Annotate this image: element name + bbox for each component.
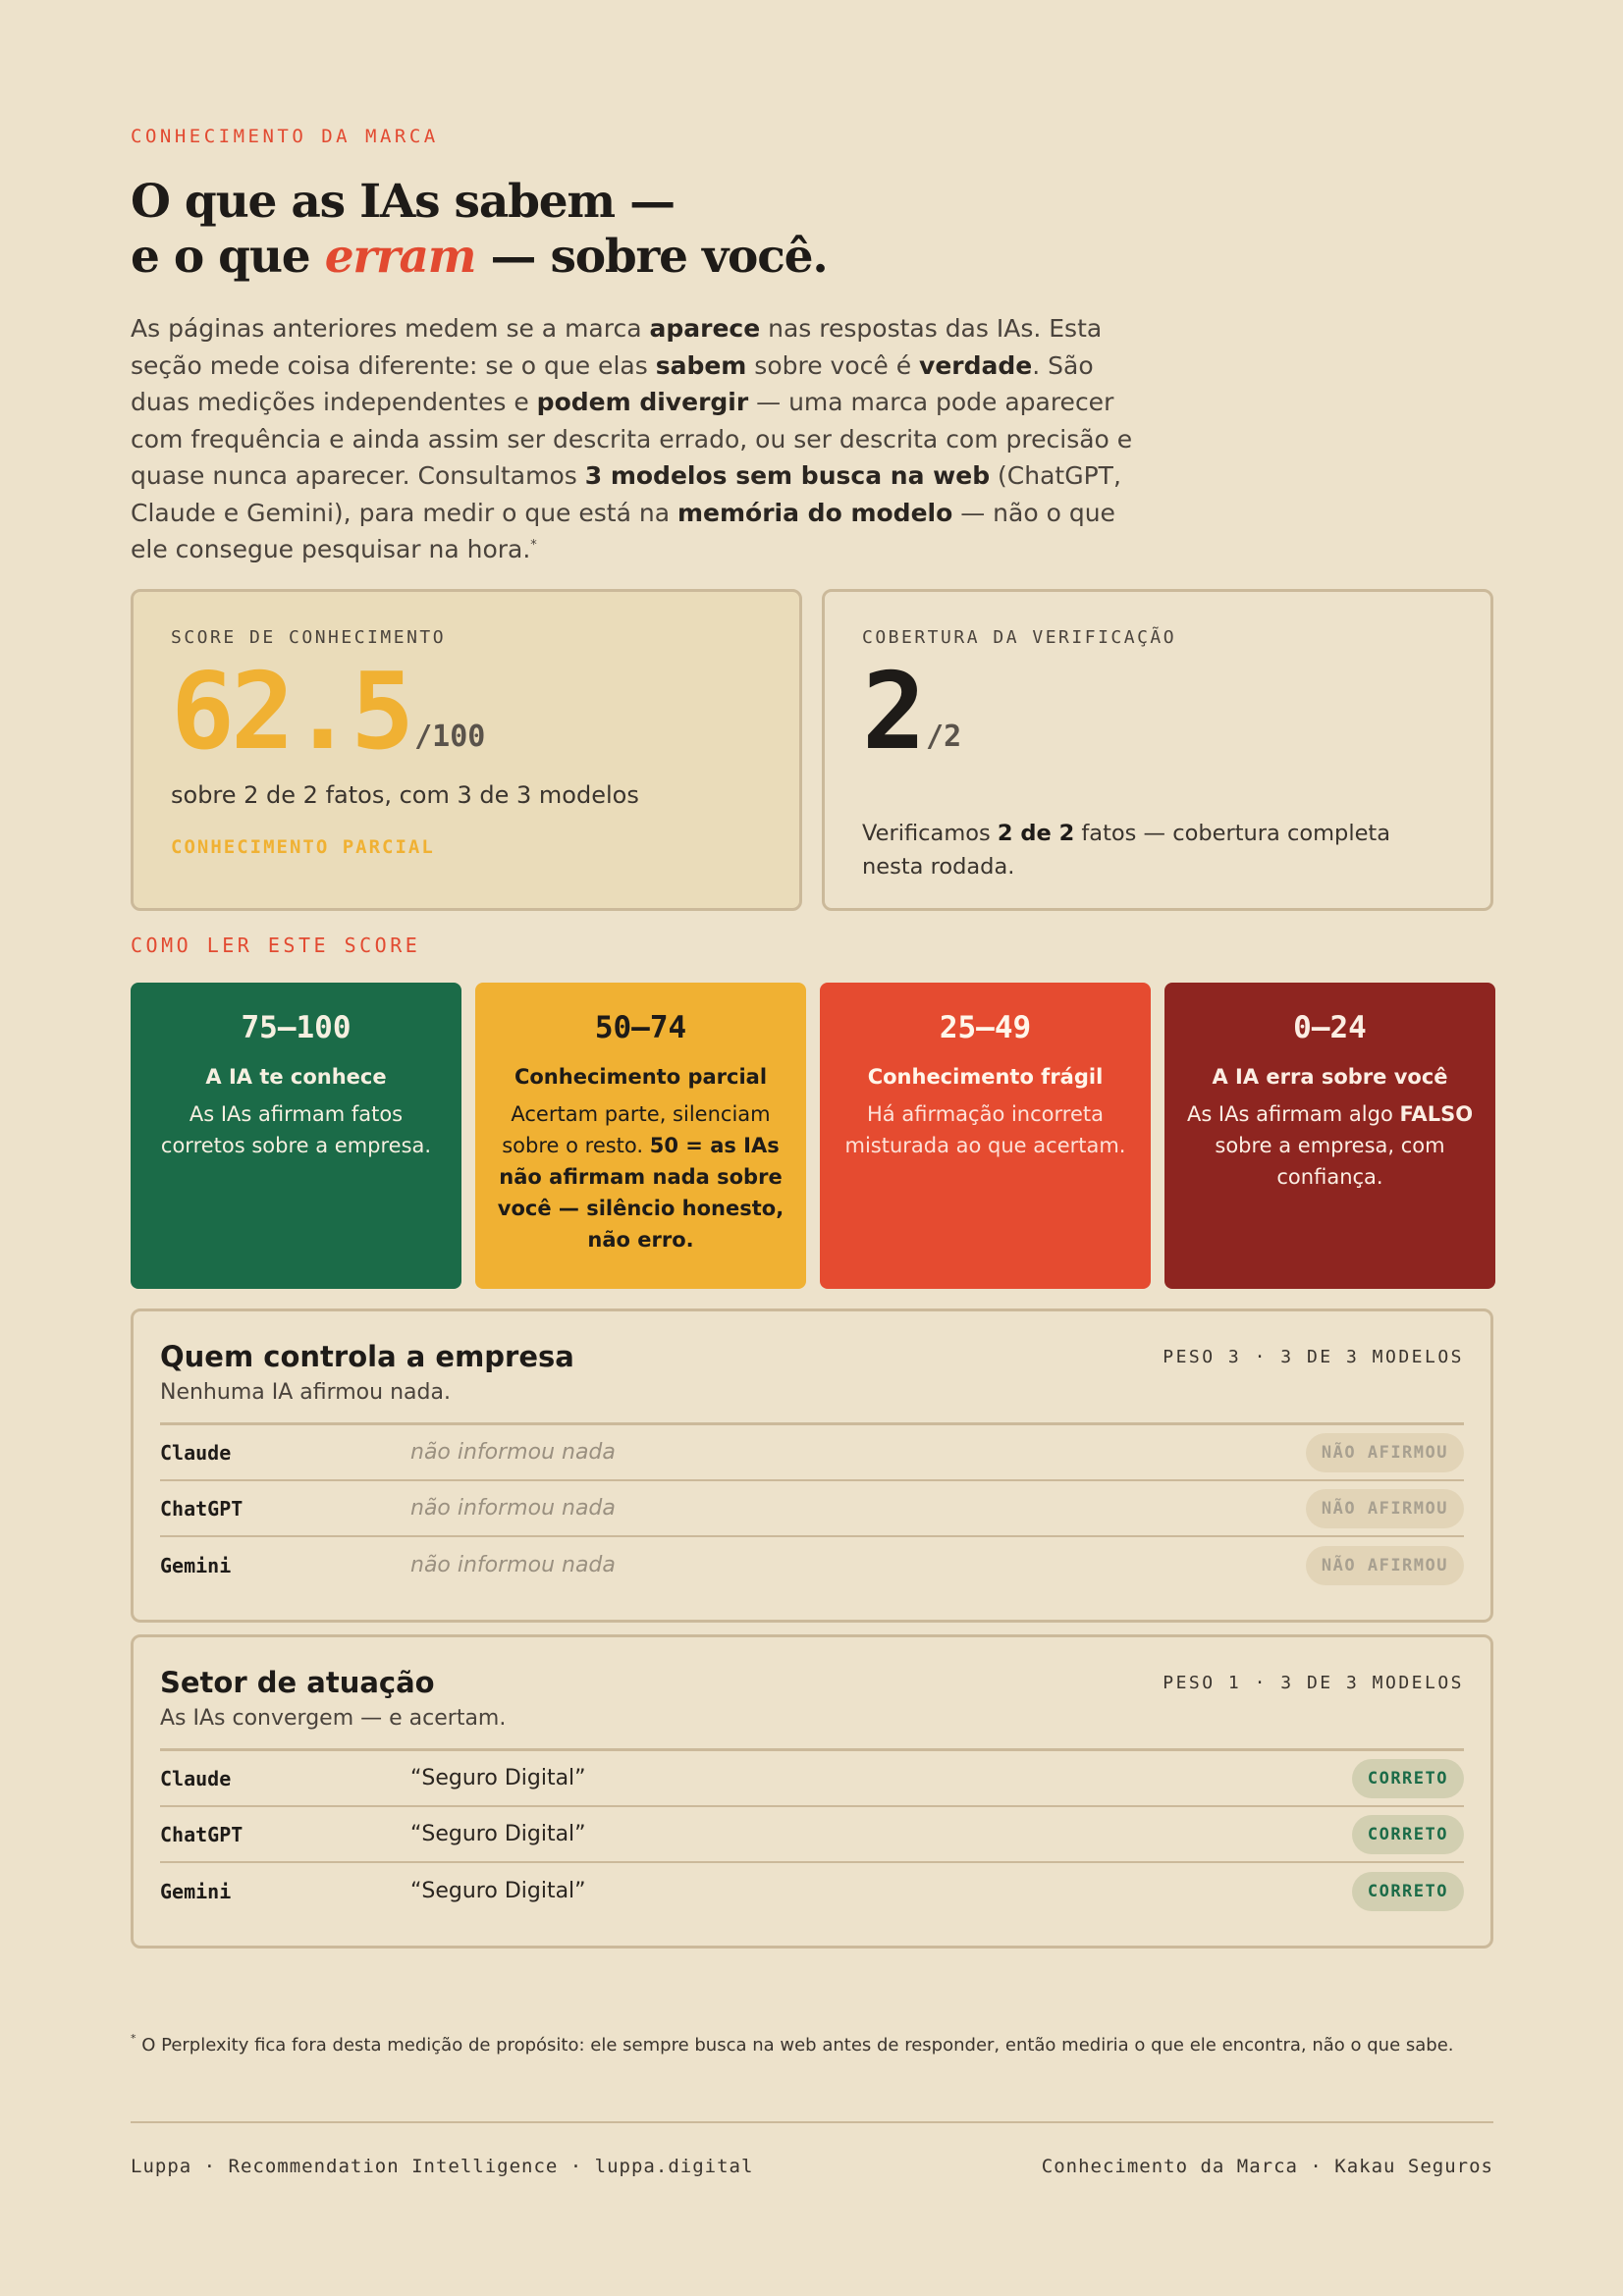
band-desc-pre: As IAs afirmam algo (1186, 1102, 1400, 1126)
model-answer: não informou nada (410, 1496, 616, 1521)
intro-segment: sobre você é (746, 350, 920, 380)
model-answers (160, 1422, 1464, 1593)
fact-summary: Nenhuma IA afirmou nada. (160, 1380, 451, 1405)
fact-header (160, 1663, 1464, 1702)
coverage-description (862, 817, 1453, 883)
status-badge: CORRETO (1352, 1815, 1464, 1854)
intro-segment: — uma marca pode aparecer com frequência e ainda assim ser descrita errado, ou ser descrita com precisão e quase nunca aparecer. Consultamos (131, 388, 1133, 490)
table-row (160, 1807, 1464, 1863)
model-name: ChatGPT (160, 1822, 243, 1846)
section-label: CONHECIMENTO DA MARCA (131, 126, 439, 147)
band-desc-post: sobre a empresa, com confiança. (1215, 1134, 1445, 1189)
footnote (131, 2032, 1454, 2056)
band-description (1182, 1098, 1478, 1193)
status-badge: CORRETO (1352, 1872, 1464, 1911)
model-answer: “Seguro Digital” (410, 1822, 586, 1846)
fact-meta: PESO 3 · 3 DE 3 MODELOS (1163, 1346, 1464, 1367)
coverage-value: 2 (862, 651, 923, 774)
band-desc-pre: Acertam parte, silenciam sobre o resto. (502, 1102, 771, 1157)
score-verdict: CONHECIMENTO PARCIAL (171, 836, 435, 858)
table-row (160, 1863, 1464, 1919)
band-range: 75–100 (241, 1010, 352, 1045)
footnote-text: O Perplexity fica fora desta medição de propósito: ele sempre busca na web antes de responder, então mediria o que ele encontra, não o que sabe. (135, 2035, 1454, 2056)
intro-segment: . São duas medições independentes e (131, 350, 1094, 416)
coverage-desc-pre: Verificamos (862, 821, 998, 846)
model-answer: “Seguro Digital” (410, 1766, 586, 1790)
footer-right: Conhecimento da Marca · Kakau Seguros (1041, 2156, 1493, 2177)
score-value-row (171, 651, 762, 774)
band-description: As IAs afirmam fatos corretos sobre a empresa. (160, 1102, 432, 1157)
band-range: 0–24 (1293, 1010, 1367, 1045)
band-description (493, 1098, 788, 1255)
status-badge: NÃO AFIRMOU (1306, 1433, 1464, 1472)
title-line-2-suffix: — sobre você. (475, 230, 828, 284)
band-title: Conhecimento parcial (514, 1065, 768, 1089)
intro-segment: sabem (655, 350, 747, 380)
coverage-value-row (862, 651, 1453, 774)
band-range: 25–49 (939, 1010, 1032, 1045)
score-bands (131, 983, 1493, 1289)
intro-segment: memória do modelo (676, 498, 953, 527)
fact-summary: As IAs convergem — e acertam. (160, 1706, 507, 1731)
fact-meta: PESO 1 · 3 DE 3 MODELOS (1163, 1672, 1464, 1693)
coverage-card (822, 589, 1493, 911)
fact-card-control (131, 1308, 1493, 1623)
status-badge: NÃO AFIRMOU (1306, 1546, 1464, 1585)
intro-text (131, 314, 1132, 563)
intro-segment: verdade (919, 350, 1033, 380)
coverage-denominator: /2 (926, 720, 962, 754)
score-value: 62.5 (171, 651, 411, 774)
intro-segment: — não o que ele consegue pesquisar na hora. (131, 498, 1115, 563)
table-row (160, 1537, 1464, 1593)
score-subtitle: sobre 2 de 2 fatos, com 3 de 3 modelos (171, 781, 639, 809)
model-name: Claude (160, 1440, 232, 1465)
band-high (131, 983, 461, 1289)
intro-segment: As páginas anteriores medem se a marca (131, 314, 650, 343)
model-answer: não informou nada (410, 1440, 616, 1465)
page-title (131, 175, 827, 285)
intro-paragraph (131, 310, 1152, 568)
title-emphasis: erram (324, 230, 476, 284)
band-desc-bold: 50 = as IAs não afirmam nada sobre você — silêncio honesto, não erro. (497, 1134, 784, 1252)
model-name: ChatGPT (160, 1496, 243, 1521)
score-denominator: /100 (414, 720, 486, 754)
intro-segment: 3 modelos sem busca na web (584, 461, 991, 490)
title-line-1: O que as IAs sabem — (131, 175, 675, 229)
footer-divider (131, 2121, 1493, 2123)
footer-left: Luppa · Recommendation Intelligence · luppa.digital (131, 2156, 754, 2177)
fact-title: Setor de atuação (160, 1666, 435, 1699)
score-label: SCORE DE CONHECIMENTO (171, 627, 447, 648)
status-badge: NÃO AFIRMOU (1306, 1489, 1464, 1528)
band-wrong (1164, 983, 1495, 1289)
model-name: Gemini (160, 1879, 232, 1903)
score-card (131, 589, 802, 911)
model-answer: não informou nada (410, 1553, 616, 1577)
intro-segment: aparece (649, 314, 761, 343)
fact-title: Quem controla a empresa (160, 1340, 574, 1373)
band-title: Conhecimento frágil (867, 1065, 1104, 1089)
status-badge: CORRETO (1352, 1759, 1464, 1798)
intro-segment: nas respostas das IAs. Esta seção mede coisa diferente: se o que elas (131, 314, 1103, 380)
model-name: Claude (160, 1766, 232, 1790)
footnote-marker: * (530, 538, 537, 553)
model-answers (160, 1748, 1464, 1919)
coverage-desc-post: fatos — cobertura completa nesta rodada. (862, 821, 1391, 880)
band-title: A IA erra sobre você (1212, 1065, 1448, 1089)
band-title: A IA te conhece (205, 1065, 387, 1089)
coverage-label: COBERTURA DA VERIFICAÇÃO (862, 627, 1177, 648)
fact-header (160, 1337, 1464, 1376)
intro-segment: podem divergir (536, 388, 749, 416)
band-range: 50–74 (594, 1010, 687, 1045)
band-partial (475, 983, 806, 1289)
fact-card-sector (131, 1634, 1493, 1949)
model-answer: “Seguro Digital” (410, 1879, 586, 1903)
footnote-mark: * (131, 2032, 136, 2045)
band-desc-bold: FALSO (1399, 1102, 1474, 1126)
table-row (160, 1425, 1464, 1481)
coverage-desc-bold: 2 de 2 (997, 821, 1075, 846)
model-name: Gemini (160, 1553, 232, 1577)
intro-segment: (ChatGPT, Claude e Gemini), para medir o que está na (131, 461, 1121, 527)
title-line-2-prefix: e o que (131, 230, 325, 284)
band-description: Há afirmação incorreta misturada ao que acertam. (844, 1102, 1126, 1157)
table-row (160, 1751, 1464, 1807)
table-row (160, 1481, 1464, 1537)
band-fragile (820, 983, 1151, 1289)
how-to-read-label: COMO LER ESTE SCORE (131, 934, 421, 957)
